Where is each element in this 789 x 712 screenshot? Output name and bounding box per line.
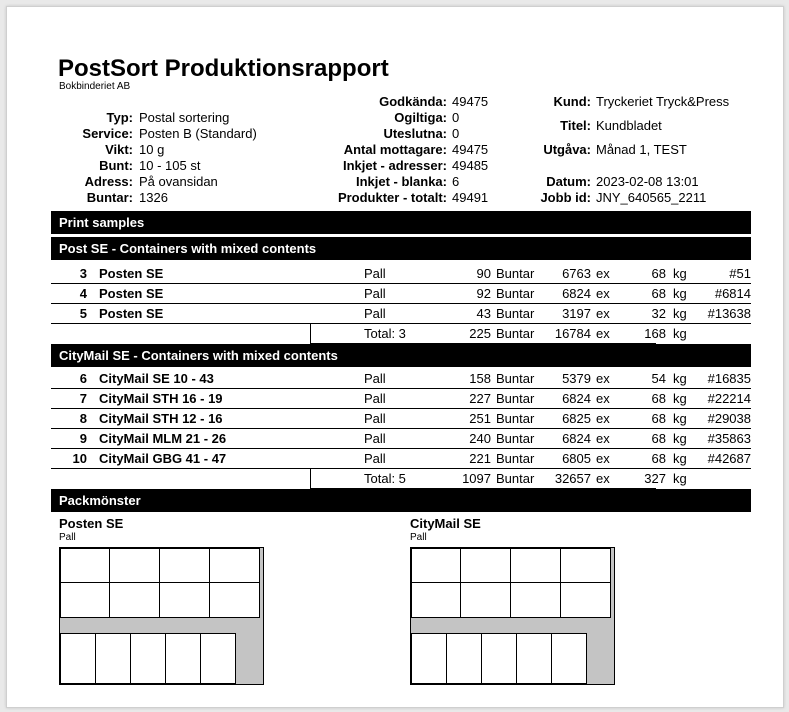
bundle-cell (95, 633, 131, 684)
row-kg: 68 (651, 431, 666, 446)
row-ex: 6805 (562, 451, 591, 466)
total-kg-unit: kg (673, 471, 687, 486)
total-ex: 16784 (554, 326, 591, 341)
row-ex-unit: ex (596, 451, 610, 466)
row-qty: 251 (469, 411, 491, 426)
row-id: #51 (729, 266, 751, 281)
print-samples-header: Print samples (51, 211, 751, 234)
info-value: 49475 (452, 94, 489, 109)
row-qty: 158 (469, 371, 491, 386)
row-kg: 32 (651, 306, 666, 321)
row-qty-unit: Buntar (496, 286, 535, 301)
row-kg-unit: kg (673, 306, 687, 321)
info-label: Uteslutna: (383, 126, 447, 141)
info-value: 49475 (452, 142, 489, 157)
pattern-sub: Pall (410, 532, 427, 543)
row-ex: 6824 (562, 286, 591, 301)
row-id: #22214 (707, 391, 751, 406)
row-type: Pall (364, 411, 386, 426)
table-row (51, 409, 751, 429)
total-qty: 1097 (462, 471, 491, 486)
info-value: 2023-02-08 13:01 (596, 174, 699, 189)
row-type: Pall (364, 306, 386, 321)
total-ex: 32657 (554, 471, 591, 486)
table-row (51, 369, 751, 389)
row-kg-unit: kg (673, 266, 687, 281)
section-header-post-se: Post SE - Containers with mixed contents (51, 237, 751, 260)
info-label: Produkter - totalt: (337, 190, 447, 205)
info-value: 6 (452, 174, 460, 189)
report-title: PostSort Produktionsrapport (58, 55, 389, 82)
total-label: Total: 3 (364, 326, 406, 341)
bundle-cell (209, 582, 260, 618)
row-kg-unit: kg (673, 286, 687, 301)
total-kg: 168 (644, 326, 666, 341)
info-value: 0 (452, 110, 460, 125)
row-qty-unit: Buntar (496, 451, 535, 466)
row-id: #35863 (707, 431, 751, 446)
info-label: Inkjet - blanka: (355, 174, 447, 189)
info-value: 10 - 105 st (139, 158, 201, 173)
bundle-cell (109, 582, 160, 618)
row-qty: 227 (469, 391, 491, 406)
bundle-cell (481, 633, 517, 684)
bundle-cell (60, 633, 96, 684)
section-header-citymail-se: CityMail SE - Containers with mixed contents (51, 344, 751, 367)
total-ex-unit: ex (596, 471, 610, 486)
bundle-cell (510, 548, 561, 583)
report-page (6, 6, 784, 708)
row-kg-unit: kg (673, 371, 687, 386)
info-value: Månad 1, TEST (596, 142, 687, 157)
info-value: Tryckeriet Tryck&Press (596, 94, 730, 109)
row-name: Posten SE (99, 266, 164, 281)
row-qty: 240 (469, 431, 491, 446)
info-label: Jobb id: (540, 190, 591, 205)
row-number: 7 (79, 391, 87, 406)
bundle-cell (560, 582, 611, 618)
row-ex: 6825 (562, 411, 591, 426)
info-label: Utgåva: (543, 142, 591, 157)
packmonster-header: Packmönster (51, 489, 751, 512)
row-id: #16835 (707, 371, 751, 386)
bundle-cell (560, 548, 611, 583)
row-kg: 68 (651, 391, 666, 406)
bundle-cell (411, 582, 461, 618)
info-value: På ovansidan (139, 174, 218, 189)
row-id: #6814 (714, 286, 751, 301)
row-ex-unit: ex (596, 371, 610, 386)
company-name: Bokbinderiet AB (59, 81, 131, 92)
pallet-diagram-citymail (410, 547, 615, 685)
row-number: 5 (79, 306, 87, 321)
info-label: Antal mottagare: (343, 142, 447, 157)
row-kg: 68 (651, 266, 666, 281)
row-type: Pall (364, 286, 386, 301)
pattern-name: Posten SE (59, 516, 124, 531)
row-kg-unit: kg (673, 391, 687, 406)
row-qty-unit: Buntar (496, 266, 535, 281)
table-row (51, 264, 751, 284)
pallet-gap (411, 618, 614, 633)
info-value: Kundbladet (596, 118, 662, 133)
bundle-cell (130, 633, 166, 684)
bundle-cell (551, 633, 587, 684)
bundle-cell (516, 633, 552, 684)
row-ex: 5379 (562, 371, 591, 386)
pallet-gap (236, 633, 263, 684)
row-name: CityMail MLM 21 - 26 (99, 431, 227, 446)
row-number: 10 (72, 451, 87, 466)
row-name: CityMail STH 16 - 19 (99, 391, 223, 406)
row-kg: 68 (651, 411, 666, 426)
bundle-cell (60, 548, 110, 583)
total-kg-unit: kg (673, 326, 687, 341)
row-id: #13638 (707, 306, 751, 321)
row-ex: 6824 (562, 391, 591, 406)
info-label: Inkjet - adresser: (342, 158, 447, 173)
info-value: 49491 (452, 190, 489, 205)
table-row (51, 449, 751, 469)
total-kg: 327 (644, 471, 666, 486)
bundle-cell (60, 582, 110, 618)
row-qty: 221 (469, 451, 491, 466)
total-row (51, 469, 751, 489)
info-label: Kund: (553, 94, 591, 109)
info-label: Titel: (560, 118, 591, 133)
info-label: Service: (82, 126, 133, 141)
info-label: Bunt: (99, 158, 133, 173)
total-qty-unit: Buntar (496, 326, 535, 341)
row-type: Pall (364, 451, 386, 466)
pattern-sub: Pall (59, 532, 76, 543)
row-kg: 54 (651, 371, 666, 386)
table-row (51, 429, 751, 449)
row-ex: 3197 (562, 306, 591, 321)
bundle-cell (460, 548, 511, 583)
row-type: Pall (364, 391, 386, 406)
info-value: Posten B (Standard) (139, 126, 257, 141)
row-kg-unit: kg (673, 451, 687, 466)
row-ex: 6824 (562, 431, 591, 446)
pallet-gap (60, 618, 263, 633)
bundle-cell (510, 582, 561, 618)
total-ex-unit: ex (596, 326, 610, 341)
pallet-gap (587, 633, 614, 684)
row-number: 9 (79, 431, 87, 446)
total-qty: 225 (469, 326, 491, 341)
total-qty-unit: Buntar (496, 471, 535, 486)
row-qty-unit: Buntar (496, 411, 535, 426)
bundle-cell (209, 548, 260, 583)
bundle-cell (460, 582, 511, 618)
row-type: Pall (364, 266, 386, 281)
row-id: #29038 (707, 411, 751, 426)
row-type: Pall (364, 371, 386, 386)
row-name: Posten SE (99, 306, 164, 321)
row-kg: 68 (651, 286, 666, 301)
row-number: 6 (79, 371, 87, 386)
row-ex-unit: ex (596, 286, 610, 301)
row-kg-unit: kg (673, 411, 687, 426)
row-qty: 90 (476, 266, 491, 281)
row-number: 4 (79, 286, 87, 301)
row-name: CityMail GBG 41 - 47 (99, 451, 227, 466)
info-value: 49485 (452, 158, 489, 173)
info-value: JNY_640565_2211 (596, 190, 707, 205)
info-label: Vikt: (105, 142, 133, 157)
row-qty: 43 (476, 306, 491, 321)
row-name: CityMail STH 12 - 16 (99, 411, 223, 426)
bundle-cell (411, 548, 461, 583)
row-name: Posten SE (99, 286, 164, 301)
info-label: Godkända: (379, 94, 447, 109)
row-number: 8 (79, 411, 87, 426)
row-qty-unit: Buntar (496, 391, 535, 406)
bundle-cell (159, 582, 210, 618)
pattern-name: CityMail SE (410, 516, 481, 531)
row-ex-unit: ex (596, 391, 610, 406)
info-label: Buntar: (86, 190, 133, 205)
row-name: CityMail SE 10 - 43 (99, 371, 214, 386)
info-value: 1326 (139, 190, 168, 205)
row-qty-unit: Buntar (496, 306, 535, 321)
info-value: 10 g (139, 142, 165, 157)
row-kg-unit: kg (673, 431, 687, 446)
bundle-cell (159, 548, 210, 583)
table-row (51, 389, 751, 409)
table-row (51, 304, 751, 324)
info-label: Typ: (106, 110, 133, 125)
row-ex-unit: ex (596, 306, 610, 321)
row-ex: 6763 (562, 266, 591, 281)
bundle-cell (411, 633, 447, 684)
row-number: 3 (79, 266, 87, 281)
info-label: Datum: (546, 174, 591, 189)
row-qty-unit: Buntar (496, 371, 535, 386)
row-qty: 92 (476, 286, 491, 301)
row-ex-unit: ex (596, 431, 610, 446)
row-ex-unit: ex (596, 266, 610, 281)
pallet-diagram-posten (59, 547, 264, 685)
total-label: Total: 5 (364, 471, 406, 486)
bundle-cell (446, 633, 482, 684)
row-type: Pall (364, 431, 386, 446)
info-value: 0 (452, 126, 460, 141)
total-row (51, 324, 751, 344)
table-row (51, 284, 751, 304)
bundle-cell (109, 548, 160, 583)
info-label: Adress: (84, 174, 133, 189)
bundle-cell (165, 633, 201, 684)
info-label: Ogiltiga: (394, 110, 447, 125)
row-id: #42687 (707, 451, 751, 466)
bundle-cell (200, 633, 236, 684)
row-kg: 68 (651, 451, 666, 466)
row-qty-unit: Buntar (496, 431, 535, 446)
row-ex-unit: ex (596, 411, 610, 426)
info-value: Postal sortering (139, 110, 230, 125)
